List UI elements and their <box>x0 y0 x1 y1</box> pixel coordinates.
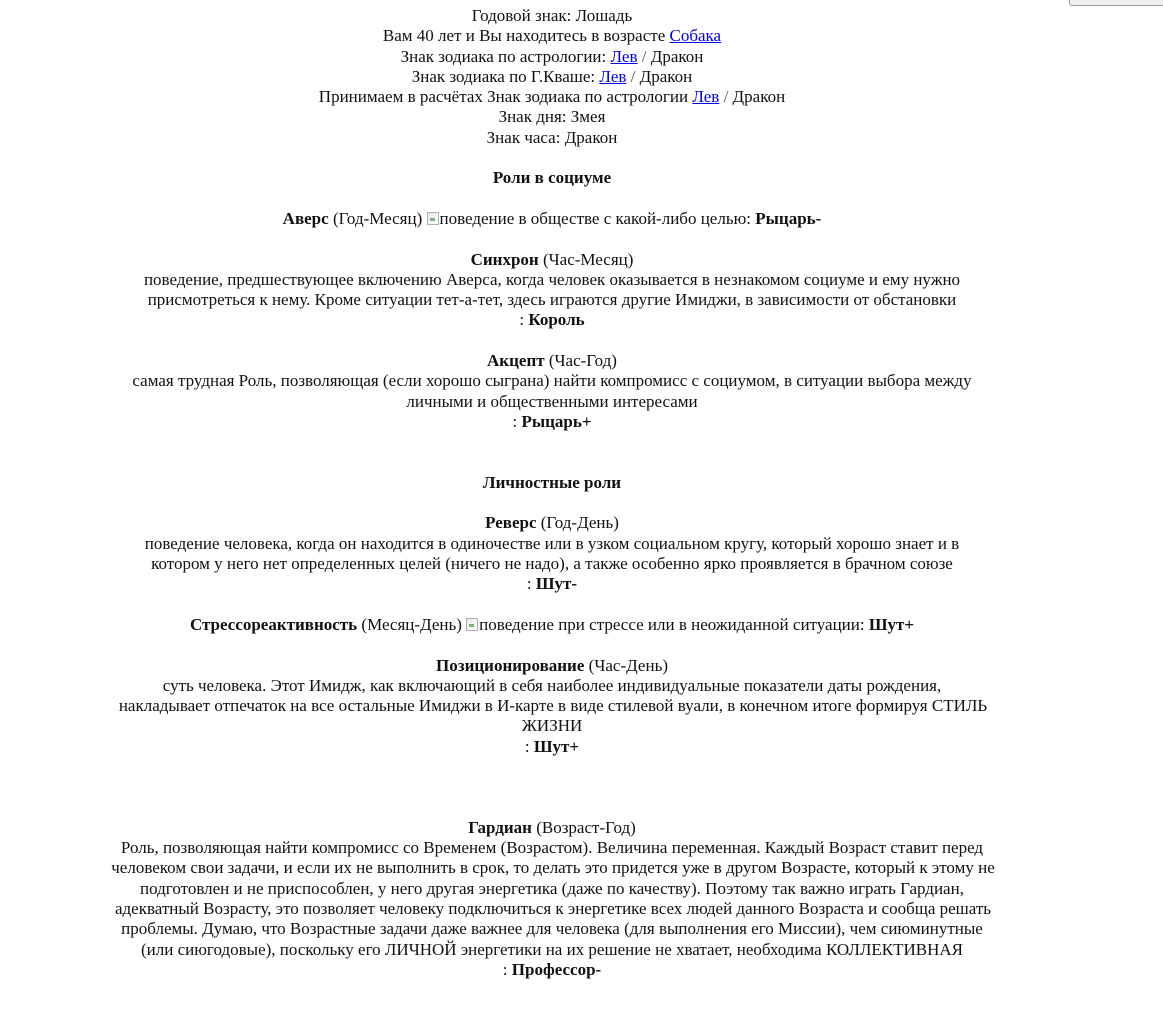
age-line <box>0 26 1104 46</box>
role-description: (или сиюгодовые), поскольку его ЛИЧНОЙ энергетики на их решение не хватает, необходима КОЛЛЕКТИВНАЯ <box>141 939 963 959</box>
zodiac-astro-label: Знак зодиака по астрологии: <box>400 46 607 66</box>
separator: / <box>641 46 647 66</box>
zodiac-kvasha-line <box>0 67 1104 87</box>
role-title: Стрессореактивность <box>189 614 358 634</box>
role-value: Шут+ <box>533 736 580 756</box>
role-result-line <box>0 574 1104 594</box>
hour-sign-label: Знак часа: <box>486 127 561 147</box>
role-image-alt: поведение при стрессе или в неожиданной ситуации: <box>479 614 865 634</box>
role-description: котором у него нет определенных целей (ничего не надо), а также особенно ярко проявляется в брачном союзе <box>151 554 953 574</box>
role-colon: : <box>502 959 508 979</box>
role-description: накладывает отпечаток на все остальные Имиджи в И-карте в виде стилевой вуали, в конечном итоге формируя СТИЛЬ <box>118 696 988 716</box>
role-description: человеком свои задачи, и если их не выполнить в срок, то делать это придется уже в другом Возрасте, который к этому не <box>111 858 995 878</box>
zodiac-kvasha-link[interactable]: Лев <box>599 66 627 86</box>
role-title: Позиционирование <box>436 655 585 675</box>
role-description: личными и общественными интересами <box>406 391 698 411</box>
position-title-line <box>0 656 1104 676</box>
role-description: подготовлен и не приспособлен, у него другая энергетика (даже по качеству). Поэтому так важно играть Гардиан, <box>140 878 964 898</box>
role-colon: : <box>526 574 532 594</box>
role-result-line <box>0 737 1104 757</box>
accept-label: Принимаем в расчётах Знак зодиака по астрологии <box>318 87 689 107</box>
role-pair: (Год-Месяц) <box>332 208 423 228</box>
age-sign-link[interactable]: Собака <box>669 26 722 46</box>
role-pair: (Час-Месяц) <box>542 249 634 269</box>
year-sign-line <box>0 6 1104 26</box>
role-title: Гардиан <box>468 817 532 837</box>
zodiac-kvasha-rest: Дракон <box>639 66 693 86</box>
role-title: Синхрон <box>470 249 539 269</box>
zodiac-astro-rest: Дракон <box>650 46 704 66</box>
separator: / <box>723 87 729 107</box>
section-heading: Личностные роли <box>482 472 622 492</box>
role-result-line <box>0 412 1104 432</box>
day-sign-line <box>0 107 1104 127</box>
section-heading: Роли в социуме <box>492 168 612 188</box>
role-value: Шут+ <box>868 614 915 634</box>
role-description: ЖИЗНИ <box>521 716 583 736</box>
role-title: Акцепт <box>487 351 545 371</box>
zodiac-kvasha-label: Знак зодиака по Г.Кваше: <box>411 66 596 86</box>
role-result-line <box>0 960 1104 980</box>
age-text: Вам 40 лет и Вы находитесь в возрасте <box>382 26 666 46</box>
separator: / <box>630 66 636 86</box>
role-image-alt: поведение в обществе с какой-либо целью: <box>439 208 751 228</box>
role-title: Реверс <box>485 513 537 533</box>
revers-title-line <box>0 513 1104 533</box>
accept-link[interactable]: Лев <box>692 87 720 107</box>
hour-sign-line <box>0 128 1104 148</box>
akcept-title-line <box>0 351 1104 371</box>
role-colon: : <box>519 310 525 330</box>
zodiac-astro-link[interactable]: Лев <box>610 46 638 66</box>
role-pair: (Месяц-День) <box>361 614 462 634</box>
broken-image-icon <box>466 618 478 631</box>
stress-block <box>0 615 1104 635</box>
accept-line <box>0 87 1104 107</box>
role-result-line <box>0 310 1104 330</box>
gardian-title-line <box>0 818 1104 838</box>
role-colon: : <box>512 411 518 431</box>
role-value: Рыцарь+ <box>521 411 592 431</box>
role-value: Шут- <box>535 574 578 594</box>
role-description: суть человека. Этот Имидж, как включающий в себя наиболее индивидуальные показатели даты рождения, <box>162 675 942 695</box>
personal-roles-heading <box>0 473 1104 493</box>
sinhron-title-line <box>0 250 1104 270</box>
role-pair: (Год-День) <box>540 513 619 533</box>
zodiac-astro-line <box>0 47 1104 67</box>
role-pair: (Час-Год) <box>548 351 617 371</box>
role-value: Рыцарь- <box>755 208 822 228</box>
year-sign-value: Лошадь <box>575 6 633 25</box>
year-sign-label: Годовой знак: <box>471 6 572 25</box>
hour-sign-value: Дракон <box>564 127 618 147</box>
role-description: самая трудная Роль, позволяющая (если хорошо сыграна) найти компромисс с социумом, в ситуации выбора между <box>132 371 972 391</box>
role-description: проблемы. Думаю, что Возрастные задачи даже важнее для человека (для выполнения его Миссии), чем сиюминутные <box>121 919 983 939</box>
role-description: поведение, предшествующее включению Аверса, когда человек оказывается в незнакомом социуме и ему нужно <box>143 269 961 289</box>
role-pair: (Возраст-Год) <box>536 817 636 837</box>
accept-rest: Дракон <box>732 87 786 107</box>
role-description: присмотреться к нему. Кроме ситуации тет-а-тет, здесь играются другие Имиджи, в зависимости от обстановки <box>147 290 957 310</box>
role-description: поведение человека, когда он находится в одиночестве или в узком социальном кругу, который хорошо знает и в <box>144 533 960 553</box>
social-roles-heading <box>0 168 1104 188</box>
day-sign-value: Змея <box>570 107 606 127</box>
role-value: Король <box>528 310 585 330</box>
role-pair: (Час-День) <box>588 655 668 675</box>
role-title: Аверс <box>282 208 329 228</box>
broken-image-icon <box>427 212 439 225</box>
avers-block <box>0 209 1104 229</box>
horoscope-content <box>0 6 1104 980</box>
role-colon: : <box>524 736 530 756</box>
day-sign-label: Знак дня: <box>498 107 567 127</box>
role-value: Профессор- <box>511 959 602 979</box>
role-description: Роль, позволяющая найти компромисс со Временем (Возрастом). Величина переменная. Каждый Возраст ставит перед <box>120 838 984 858</box>
role-description: адекватный Возрасту, это позволяет человеку подключиться к энергетике всех людей данного Возраста и сообща решать <box>114 899 992 919</box>
